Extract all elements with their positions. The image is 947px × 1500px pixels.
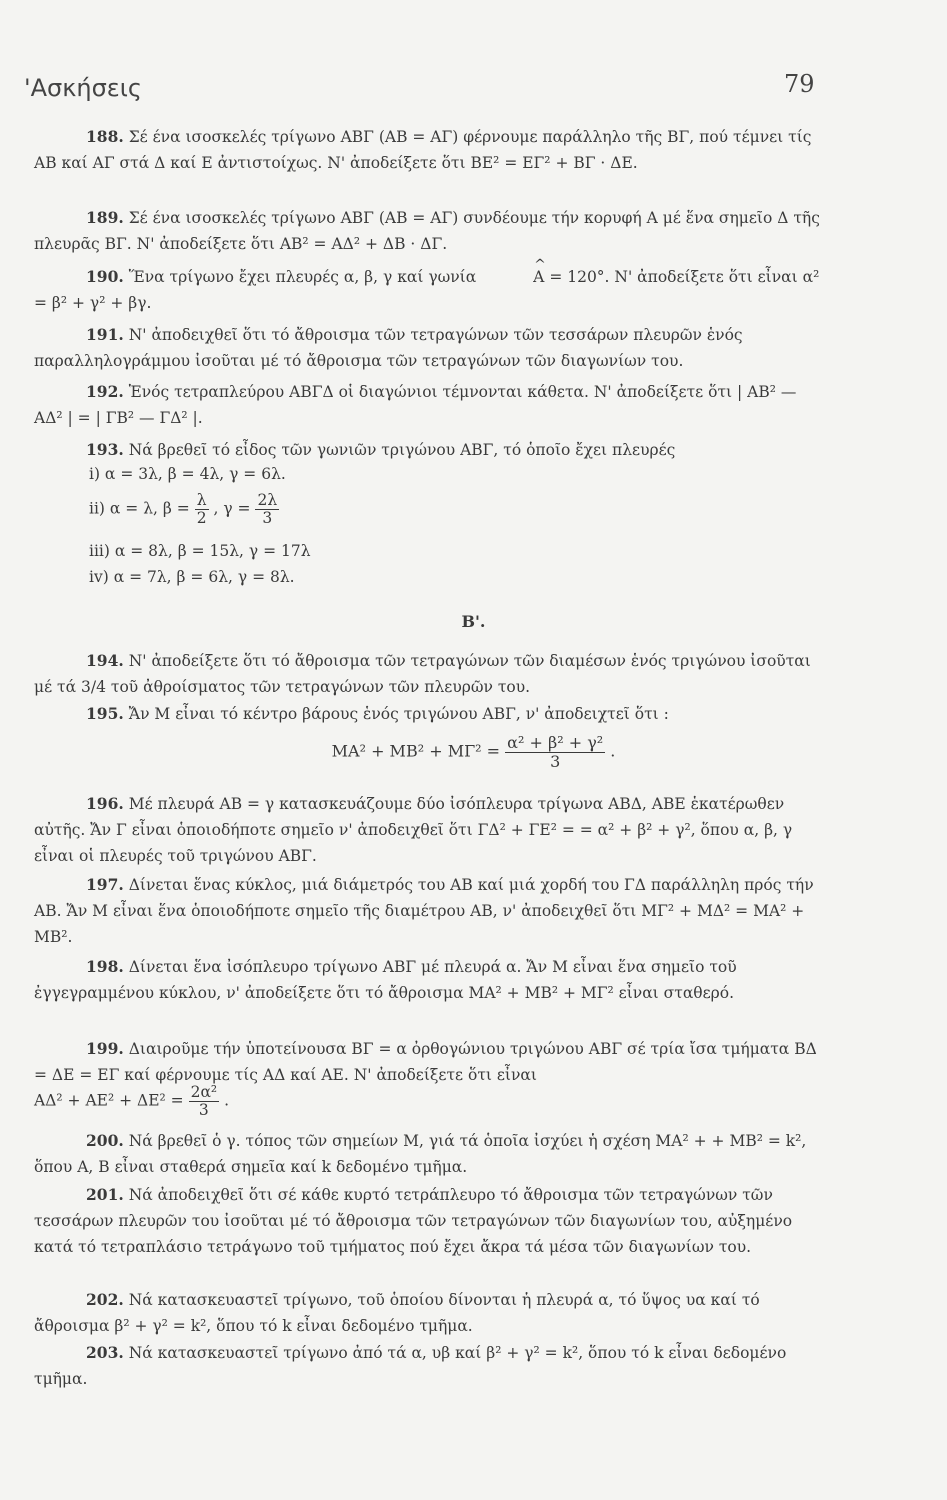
exercise-193-case-ii [89,492,279,527]
formula-end: . [610,741,616,761]
page-number: 79 [784,70,815,98]
exercise-195 [34,701,824,727]
exercise-190 [34,264,824,316]
exercise-text: = 120°. Ν' ἀποδείξετε ὅτι εἶναι α² = β² + γ² + βγ. [34,268,820,312]
fraction-denominator: 2 [196,509,207,528]
exercise-199 [34,1036,824,1088]
exercise-200 [34,1128,824,1180]
case-label: ii) α = λ, β = [89,499,190,518]
formula-fraction [505,734,605,770]
exercise-text: Νά βρεθεῖ ὁ γ. τόπος τῶν σημείων Μ, γιά τά ὁποῖα ἰσχύει ἡ σχέση ΜΑ² + + ΜΒ² = k², ὅπου Α, Β εἶναι σταθερά σημεῖα καί k δεδομένο τμῆμα. [34,1132,807,1176]
fraction-numerator: 2λ [257,491,278,509]
exercise-193 [34,437,824,463]
exercise-number: 200. [86,1131,124,1150]
exercise-text: Διαιροῦμε τήν ὑποτείνουσα ΒΓ = α ὀρθογώνιου τριγώνου ΑΒΓ σέ τρία ἴσα τμήματα ΒΔ = ΔΕ = ΕΓ καί φέρνουμε τίς ΑΔ καί ΑΕ. Ν' ἀποδείξετε ὅτι εἶναι [34,1040,817,1084]
exercise-number: 201. [86,1185,124,1204]
exercise-202 [34,1287,824,1339]
exercise-192 [34,379,824,431]
exercise-201 [34,1182,824,1260]
exercise-193-case-iv: iv) α = 7λ, β = 6λ, γ = 8λ. [89,568,295,586]
exercise-193-case-i: i) α = 3λ, β = 4λ, γ = 6λ. [89,465,286,483]
exercise-text: Νά ἀποδειχθεῖ ὅτι σέ κάθε κυρτό τετράπλευρο τό ἄθροισμα τῶν τετραγώνων τῶν τεσσάρων πλευρῶν του ἰσοῦται μέ τό ἄθροισμα τῶν τετραγώνων τῶν διαγωνίων του, αὐξημένο κατά τό τετραπλάσιο τετράγωνο τοῦ τμήματος πού ἔχει ἄκρα τά μέσα τῶν διαγωνίων του. [34,1186,793,1256]
exercise-text: Νά κατασκευαστεῖ τρίγωνο ἀπό τά α, υβ καί β² + γ² = k², ὅπου τό k εἶναι δεδομένο τμῆμα. [34,1344,787,1388]
fraction-denominator: 3 [262,509,273,528]
fraction-numerator: α² + β² + γ² [507,733,604,752]
exercise-number: 203. [86,1343,124,1362]
exercise-203 [34,1340,824,1392]
exercise-number: 199. [86,1039,124,1058]
exercise-text: Ἕνα τρίγωνο ἔχει πλευρές α, β, γ καί γωνία [128,268,477,286]
exercise-number: 189. [86,208,124,227]
exercise-text: Ἄν Μ εἶναι τό κέντρο βάρους ἑνός τριγώνου ΑΒΓ, ν' ἀποδειχτεῖ ὅτι : [128,705,669,723]
exercise-text: Ἑνός τετραπλεύρου ΑΒΓΔ οἱ διαγώνιοι τέμνονται κάθετα. Ν' ἀποδείξετε ὅτι | ΑΒ² — ΑΔ² | = | ΓΒ² — ΓΔ² |. [34,383,797,427]
fraction-beta [195,492,209,527]
exercise-197 [34,872,824,950]
exercise-number: 191. [86,325,124,344]
exercise-188 [34,124,824,176]
fraction-numerator: λ [195,492,209,510]
running-header-title: 'Ασκήσεις [24,74,142,102]
exercise-number: 198. [86,957,124,976]
exercise-194 [34,648,824,700]
exercise-number: 190. [86,267,124,286]
angle-symbol: ^ Α [481,264,544,290]
exercise-number: 188. [86,127,124,146]
fraction-gamma [255,492,279,527]
exercise-199-formula [34,1084,229,1119]
fraction-denominator: 3 [550,751,561,771]
exercise-text: Νά κατασκευαστεῖ τρίγωνο, τοῦ ὁποίου δίνονται ἡ πλευρά α, τό ὕψος υα καί τό ἄθροισμα β² + γ² = k², ὅπου τό k εἶναι δεδομένο τμῆμα. [34,1291,760,1335]
exercise-text: Δίνεται ἕνα ἰσόπλευρο τρίγωνο ΑΒΓ μέ πλευρά α. Ἄν Μ εἶναι ἕνα σημεῖο τοῦ ἐγγεγραμμένου κύκλου, ν' ἀποδείξετε ὅτι τό ἄθροισμα ΜΑ² + ΜΒ² + ΜΓ² εἶναι σταθερό. [34,958,737,1002]
exercise-number: 195. [86,704,124,723]
exercise-text: Μέ πλευρά ΑΒ = γ κατασκευάζουμε δύο ἰσόπλευρα τρίγωνα ΑΒΔ, ΑΒΕ ἑκατέρωθεν αὐτῆς. Ἄν Γ εἶναι ὁποιοδήποτε σημεῖο ν' ἀποδειχθεῖ ὅτι ΓΔ² + ΓΕ² = = α² + β² + γ², ὅπου α, β, γ εἶναι οἱ πλευρές τοῦ τριγώνου ΑΒΓ. [34,795,793,865]
exercise-text: Ν' ἀποδειχθεῖ ὅτι τό ἄθροισμα τῶν τετραγώνων τῶν τεσσάρων πλευρῶν ἑνός παραλληλογράμμου ἰσοῦται μέ τό ἄθροισμα τῶν τετραγώνων τῶν διαγωνίων του. [34,326,743,370]
exercise-number: 193. [86,440,124,459]
exercise-193-case-iii: iii) α = 8λ, β = 15λ, γ = 17λ [89,542,311,560]
formula-fraction [189,1084,220,1119]
exercise-text: Δίνεται ἕνας κύκλος, μιά διάμετρός του ΑΒ καί μιά χορδή του ΓΔ παράλληλη πρός τήν ΑΒ. Ἄν Μ εἶναι ἕνα ὁποιοδήποτε σημεῖο τῆς διαμέτρου ΑΒ, ν' ἀποδειχθεῖ ὅτι ΜΓ² + ΜΔ² = ΜΑ² + ΜΒ². [34,876,814,946]
formula-left: ΑΔ² + ΑΕ² + ΔΕ² = [34,1091,184,1110]
exercise-189 [34,205,824,257]
fraction-denominator: 3 [198,1101,209,1120]
exercise-text: Νά βρεθεῖ τό εἶδος τῶν γωνιῶν τριγώνου ΑΒΓ, τό ὁποῖο ἔχει πλευρές [128,441,676,459]
case-separator: , γ = [213,499,251,518]
exercise-195-formula [0,734,947,770]
formula-left: ΜΑ² + ΜΒ² + ΜΓ² = [331,741,501,761]
exercise-number: 197. [86,875,124,894]
section-label: Β'. [461,612,486,631]
exercise-number: 196. [86,794,124,813]
fraction-numerator: 2α² [190,1083,218,1101]
exercise-number: 194. [86,651,124,670]
exercise-number: 192. [86,382,124,401]
exercise-text: Ν' ἀποδείξετε ὅτι τό ἄθροισμα τῶν τετραγώνων τῶν διαμέσων ἑνός τριγώνου ἰσοῦται μέ τά 3/4 τοῦ ἀθροίσματος τῶν τετραγώνων τῶν πλευρῶν του. [34,652,811,696]
exercise-text: Σέ ένα ισοσκελές τρίγωνο ΑΒΓ (ΑΒ = ΑΓ) συνδέουμε τήν κορυφή Α μέ ἕνα σημεῖο Δ τῆς πλευρᾶς ΒΓ. Ν' ἀποδείξετε ὅτι ΑΒ² = ΑΔ² + ΔΒ · ΔΓ. [34,209,820,253]
exercise-text: Σέ ένα ισοσκελές τρίγωνο ΑΒΓ (ΑΒ = ΑΓ) φέρνουμε παράλληλο τῆς ΒΓ, πού τέμνει τίς ΑΒ καί ΑΓ στά Δ καί Ε ἀντιστοίχως. Ν' ἀποδείξετε ὅτι ΒΕ² = ΕΓ² + ΒΓ · ΔΕ. [34,128,812,172]
exercise-196 [34,791,824,869]
exercise-number: 202. [86,1290,124,1309]
exercise-191 [34,322,824,374]
exercise-198 [34,954,824,1006]
formula-end: . [224,1091,230,1110]
